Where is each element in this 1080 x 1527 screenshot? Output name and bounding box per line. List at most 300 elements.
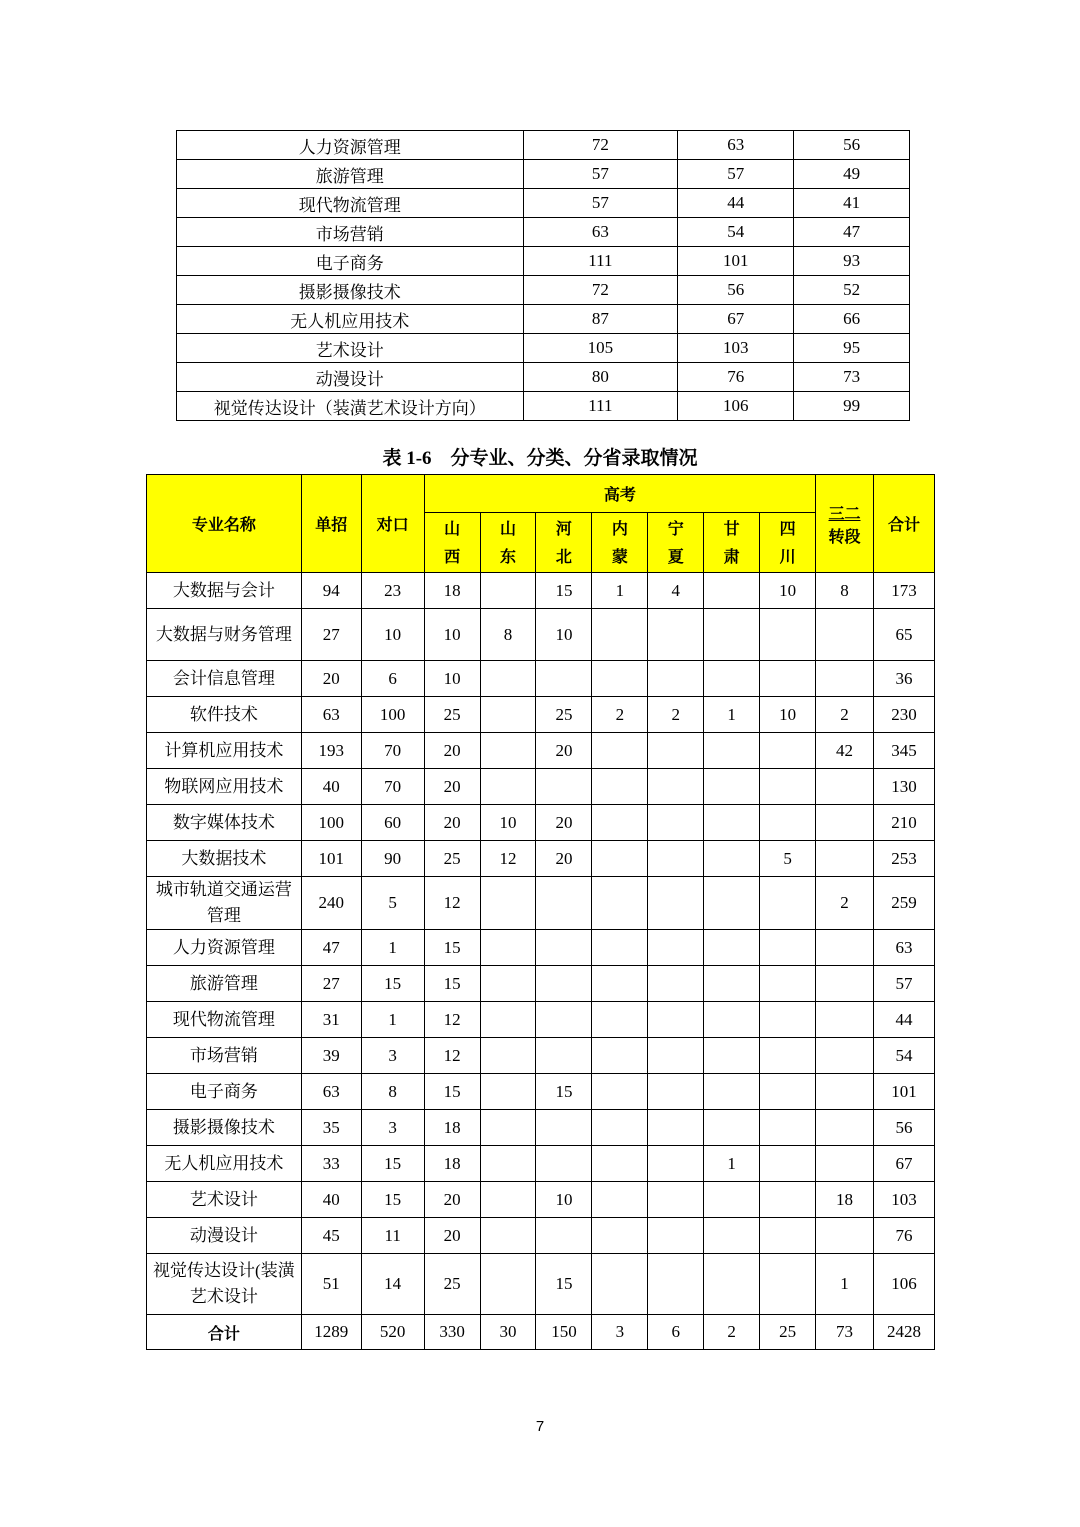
row-value-cell: 1 <box>361 930 424 966</box>
top-table-row <box>177 334 910 363</box>
row-value-cell <box>816 966 874 1002</box>
row-value-cell: 25 <box>536 697 592 733</box>
table-row <box>147 1182 935 1218</box>
total-value-cell: 1289 <box>301 1315 361 1350</box>
row-value-cell: 51 <box>301 1254 361 1315</box>
row-value-cell: 20 <box>424 769 480 805</box>
row-value-cell: 240 <box>301 877 361 930</box>
row-value-cell <box>760 930 816 966</box>
row-value-cell <box>704 1182 760 1218</box>
row-value-cell: 76 <box>873 1218 934 1254</box>
top-table-row <box>177 305 910 334</box>
row-value-cell: 15 <box>424 930 480 966</box>
table-caption: 表 1-6 分专业、分类、分省录取情况 <box>382 448 698 469</box>
row-value-cell: 101 <box>873 1074 934 1110</box>
row-value-cell: 1 <box>361 1002 424 1038</box>
top-table-value-cell: 66 <box>794 305 910 334</box>
row-value-cell <box>704 841 760 877</box>
row-value-cell: 101 <box>301 841 361 877</box>
top-table-value-cell: 56 <box>678 276 794 305</box>
header-province <box>648 513 704 573</box>
row-value-cell <box>592 1038 648 1074</box>
row-value-cell <box>536 1110 592 1146</box>
row-value-cell: 10 <box>424 661 480 697</box>
row-major-name: 电子商务 <box>147 1074 302 1110</box>
row-value-cell <box>816 1002 874 1038</box>
header-transfer-top: 三二 <box>828 503 861 523</box>
top-table-name-cell: 视觉传达设计（装潢艺术设计方向） <box>177 392 524 421</box>
row-value-cell <box>760 966 816 1002</box>
row-value-cell: 1 <box>704 697 760 733</box>
row-value-cell <box>704 805 760 841</box>
top-table-value-cell: 99 <box>794 392 910 421</box>
row-value-cell: 345 <box>873 733 934 769</box>
row-value-cell <box>480 769 536 805</box>
row-value-cell <box>704 1254 760 1315</box>
row-value-cell: 210 <box>873 805 934 841</box>
row-value-cell <box>704 573 760 609</box>
row-value-cell <box>816 841 874 877</box>
row-major-name: 会计信息管理 <box>147 661 302 697</box>
row-value-cell <box>480 966 536 1002</box>
header-transfer <box>816 475 874 573</box>
top-table-value-cell: 54 <box>678 218 794 247</box>
row-value-cell <box>592 769 648 805</box>
top-table-value-cell: 47 <box>794 218 910 247</box>
total-value-cell: 30 <box>480 1315 536 1350</box>
row-value-cell: 27 <box>301 966 361 1002</box>
top-table-value-cell: 93 <box>794 247 910 276</box>
top-table-value-cell: 111 <box>523 247 678 276</box>
row-value-cell: 63 <box>301 697 361 733</box>
row-value-cell: 12 <box>424 877 480 930</box>
row-value-cell <box>592 805 648 841</box>
row-value-cell: 90 <box>361 841 424 877</box>
top-table-value-cell: 72 <box>523 276 678 305</box>
row-value-cell: 15 <box>424 1074 480 1110</box>
table-row <box>147 769 935 805</box>
row-value-cell: 18 <box>424 1110 480 1146</box>
row-value-cell: 25 <box>424 841 480 877</box>
row-value-cell <box>480 697 536 733</box>
row-value-cell: 23 <box>361 573 424 609</box>
row-value-cell: 5 <box>760 841 816 877</box>
total-value-cell: 330 <box>424 1315 480 1350</box>
row-value-cell <box>648 805 704 841</box>
row-value-cell <box>648 1038 704 1074</box>
row-value-cell: 39 <box>301 1038 361 1074</box>
row-value-cell <box>480 661 536 697</box>
row-value-cell: 10 <box>760 697 816 733</box>
row-value-cell: 1 <box>704 1146 760 1182</box>
row-value-cell <box>648 930 704 966</box>
row-value-cell: 54 <box>873 1038 934 1074</box>
row-value-cell <box>648 1110 704 1146</box>
row-value-cell <box>760 1002 816 1038</box>
row-value-cell <box>648 1218 704 1254</box>
row-value-cell <box>536 661 592 697</box>
row-value-cell: 63 <box>301 1074 361 1110</box>
row-value-cell <box>480 733 536 769</box>
admission-table <box>146 474 935 1350</box>
row-value-cell <box>592 609 648 661</box>
table-header <box>147 475 935 573</box>
row-value-cell: 20 <box>301 661 361 697</box>
table-row <box>147 1038 935 1074</box>
header-province-bottom: 川 <box>779 546 796 566</box>
row-major-name: 现代物流管理 <box>147 1002 302 1038</box>
row-value-cell <box>648 661 704 697</box>
row-value-cell: 259 <box>873 877 934 930</box>
top-table-value-cell: 57 <box>678 160 794 189</box>
row-value-cell: 4 <box>648 573 704 609</box>
row-value-cell: 253 <box>873 841 934 877</box>
header-province-bottom: 西 <box>444 546 461 566</box>
top-table-value-cell: 103 <box>678 334 794 363</box>
total-value-cell: 6 <box>648 1315 704 1350</box>
row-value-cell: 33 <box>301 1146 361 1182</box>
row-value-cell <box>704 609 760 661</box>
header-province-bottom: 北 <box>555 546 572 566</box>
row-value-cell <box>816 769 874 805</box>
row-value-cell: 10 <box>424 609 480 661</box>
row-value-cell <box>536 930 592 966</box>
top-table-value-cell: 49 <box>794 160 910 189</box>
table-body <box>147 573 935 1350</box>
top-table-value-cell: 106 <box>678 392 794 421</box>
row-value-cell <box>648 609 704 661</box>
row-value-cell <box>816 1110 874 1146</box>
row-value-cell <box>648 769 704 805</box>
row-value-cell <box>816 930 874 966</box>
row-value-cell <box>816 1074 874 1110</box>
top-table-name-cell: 动漫设计 <box>177 363 524 392</box>
row-value-cell <box>480 1038 536 1074</box>
row-value-cell <box>536 769 592 805</box>
row-value-cell <box>648 1254 704 1315</box>
row-value-cell: 6 <box>361 661 424 697</box>
top-table-value-cell: 52 <box>794 276 910 305</box>
row-major-name: 大数据技术 <box>147 841 302 877</box>
row-value-cell <box>760 1182 816 1218</box>
row-value-cell <box>536 1038 592 1074</box>
header-province-bottom: 东 <box>500 546 517 566</box>
row-value-cell: 12 <box>424 1038 480 1074</box>
page-number: 7 <box>535 1418 545 1435</box>
top-table-value-cell: 105 <box>523 334 678 363</box>
table-row <box>147 805 935 841</box>
row-value-cell <box>704 1074 760 1110</box>
row-value-cell: 15 <box>361 1146 424 1182</box>
row-value-cell <box>536 877 592 930</box>
row-value-cell <box>760 733 816 769</box>
row-value-cell: 15 <box>536 1254 592 1315</box>
row-value-cell: 15 <box>536 573 592 609</box>
header-province-bottom: 夏 <box>667 546 684 566</box>
row-major-name: 物联网应用技术 <box>147 769 302 805</box>
total-value-cell: 2428 <box>873 1315 934 1350</box>
row-value-cell: 173 <box>873 573 934 609</box>
row-value-cell: 25 <box>424 1254 480 1315</box>
top-table-name-cell: 摄影摄像技术 <box>177 276 524 305</box>
row-value-cell <box>816 1218 874 1254</box>
top-table-row <box>177 160 910 189</box>
total-value-cell: 2 <box>704 1315 760 1350</box>
row-value-cell <box>760 805 816 841</box>
row-value-cell <box>704 733 760 769</box>
row-value-cell: 14 <box>361 1254 424 1315</box>
row-value-cell: 10 <box>536 1182 592 1218</box>
row-value-cell <box>592 877 648 930</box>
row-major-name: 大数据与会计 <box>147 573 302 609</box>
row-value-cell: 230 <box>873 697 934 733</box>
top-table-value-cell: 57 <box>523 160 678 189</box>
row-value-cell: 1 <box>816 1254 874 1315</box>
row-value-cell: 70 <box>361 769 424 805</box>
top-table-row <box>177 276 910 305</box>
row-value-cell <box>592 1110 648 1146</box>
header-province <box>760 513 816 573</box>
header-major: 专业名称 <box>147 475 302 573</box>
row-value-cell: 3 <box>361 1110 424 1146</box>
row-value-cell <box>760 609 816 661</box>
row-value-cell <box>648 733 704 769</box>
row-value-cell <box>704 966 760 1002</box>
row-value-cell: 42 <box>816 733 874 769</box>
top-table-value-cell: 95 <box>794 334 910 363</box>
top-table-value-cell: 76 <box>678 363 794 392</box>
top-table-name-cell: 艺术设计 <box>177 334 524 363</box>
row-value-cell: 40 <box>301 769 361 805</box>
header-province-bottom: 肃 <box>723 546 740 566</box>
row-value-cell: 47 <box>301 930 361 966</box>
row-value-cell <box>704 930 760 966</box>
row-value-cell: 8 <box>480 609 536 661</box>
total-row <box>147 1315 935 1350</box>
header-province <box>704 513 760 573</box>
row-major-name: 软件技术 <box>147 697 302 733</box>
top-table-body <box>177 131 910 421</box>
row-value-cell <box>592 733 648 769</box>
top-table-value-cell: 87 <box>523 305 678 334</box>
row-value-cell: 1 <box>592 573 648 609</box>
row-value-cell <box>760 1146 816 1182</box>
row-major-name: 市场营销 <box>147 1038 302 1074</box>
top-table-row <box>177 363 910 392</box>
table-row <box>147 733 935 769</box>
row-value-cell <box>816 805 874 841</box>
table-row <box>147 841 935 877</box>
table-row <box>147 1002 935 1038</box>
row-value-cell <box>480 1218 536 1254</box>
row-value-cell: 106 <box>873 1254 934 1315</box>
row-value-cell <box>536 1218 592 1254</box>
table-row <box>147 573 935 609</box>
row-value-cell: 20 <box>424 805 480 841</box>
row-value-cell: 45 <box>301 1218 361 1254</box>
total-value-cell: 150 <box>536 1315 592 1350</box>
top-table-value-cell: 67 <box>678 305 794 334</box>
header-single: 单招 <box>301 475 361 573</box>
table-row <box>147 661 935 697</box>
row-value-cell: 44 <box>873 1002 934 1038</box>
row-value-cell <box>760 877 816 930</box>
row-value-cell <box>648 1002 704 1038</box>
row-value-cell <box>592 1002 648 1038</box>
row-value-cell <box>480 1254 536 1315</box>
row-value-cell <box>704 1110 760 1146</box>
row-major-name: 人力资源管理 <box>147 930 302 966</box>
top-table-value-cell: 111 <box>523 392 678 421</box>
top-table-row <box>177 392 910 421</box>
table-row <box>147 1146 935 1182</box>
table-row <box>147 697 935 733</box>
row-value-cell: 10 <box>361 609 424 661</box>
row-value-cell: 100 <box>361 697 424 733</box>
total-value-cell: 73 <box>816 1315 874 1350</box>
top-table-name-cell: 电子商务 <box>177 247 524 276</box>
row-value-cell <box>592 841 648 877</box>
row-value-cell <box>760 1218 816 1254</box>
row-value-cell <box>480 1002 536 1038</box>
row-value-cell <box>816 609 874 661</box>
header-province-top: 山 <box>500 518 517 538</box>
row-major-name: 旅游管理 <box>147 966 302 1002</box>
row-value-cell <box>704 661 760 697</box>
row-value-cell <box>760 1038 816 1074</box>
row-value-cell: 27 <box>301 609 361 661</box>
top-table-value-cell: 44 <box>678 189 794 218</box>
row-value-cell: 2 <box>648 697 704 733</box>
row-value-cell <box>480 1182 536 1218</box>
row-value-cell <box>480 1146 536 1182</box>
header-province-top: 河 <box>555 518 572 538</box>
row-value-cell: 35 <box>301 1110 361 1146</box>
row-value-cell <box>480 1074 536 1110</box>
row-value-cell: 18 <box>424 573 480 609</box>
row-value-cell: 3 <box>361 1038 424 1074</box>
row-value-cell: 100 <box>301 805 361 841</box>
row-value-cell: 20 <box>424 1182 480 1218</box>
row-value-cell <box>816 1038 874 1074</box>
top-table-value-cell: 101 <box>678 247 794 276</box>
row-value-cell <box>480 877 536 930</box>
top-table-name-cell: 市场营销 <box>177 218 524 247</box>
table-row <box>147 877 935 930</box>
total-value-cell: 3 <box>592 1315 648 1350</box>
row-major-name: 无人机应用技术 <box>147 1146 302 1182</box>
row-value-cell <box>536 1002 592 1038</box>
row-value-cell <box>480 930 536 966</box>
header-province <box>592 513 648 573</box>
row-value-cell <box>480 1110 536 1146</box>
row-value-cell: 10 <box>760 573 816 609</box>
row-value-cell: 20 <box>424 733 480 769</box>
row-value-cell <box>760 1110 816 1146</box>
total-label: 合计 <box>147 1315 302 1350</box>
header-province-top: 甘 <box>723 518 740 538</box>
row-value-cell: 56 <box>873 1110 934 1146</box>
row-value-cell: 5 <box>361 877 424 930</box>
row-value-cell <box>816 661 874 697</box>
header-province-bottom: 蒙 <box>611 546 628 566</box>
table-row <box>147 609 935 661</box>
row-major-name: 数字媒体技术 <box>147 805 302 841</box>
row-major-name: 摄影摄像技术 <box>147 1110 302 1146</box>
row-major-name: 计算机应用技术 <box>147 733 302 769</box>
row-value-cell: 94 <box>301 573 361 609</box>
row-value-cell <box>648 841 704 877</box>
row-value-cell <box>592 930 648 966</box>
row-value-cell <box>760 1074 816 1110</box>
total-value-cell: 520 <box>361 1315 424 1350</box>
top-table-row <box>177 247 910 276</box>
row-major-name: 动漫设计 <box>147 1218 302 1254</box>
row-value-cell: 15 <box>424 966 480 1002</box>
top-table-value-cell: 73 <box>794 363 910 392</box>
top-table-name-cell: 无人机应用技术 <box>177 305 524 334</box>
row-value-cell <box>760 661 816 697</box>
header-province <box>424 513 480 573</box>
header-province-top: 四 <box>779 518 796 538</box>
header-province-top: 山 <box>444 518 461 538</box>
header-total: 合计 <box>873 475 934 573</box>
row-value-cell: 8 <box>816 573 874 609</box>
row-value-cell <box>592 1182 648 1218</box>
top-table-value-cell: 41 <box>794 189 910 218</box>
row-value-cell <box>760 769 816 805</box>
row-value-cell <box>592 1074 648 1110</box>
row-value-cell: 103 <box>873 1182 934 1218</box>
table-row <box>147 930 935 966</box>
top-table-name-cell: 人力资源管理 <box>177 131 524 160</box>
top-table-value-cell: 80 <box>523 363 678 392</box>
row-value-cell: 15 <box>361 966 424 1002</box>
row-value-cell <box>648 1182 704 1218</box>
row-value-cell: 193 <box>301 733 361 769</box>
top-table-value-cell: 72 <box>523 131 678 160</box>
row-value-cell: 10 <box>536 609 592 661</box>
table-row <box>147 966 935 1002</box>
row-value-cell <box>592 966 648 1002</box>
row-value-cell <box>592 1218 648 1254</box>
row-value-cell: 15 <box>361 1182 424 1218</box>
table-row <box>147 1110 935 1146</box>
row-value-cell: 36 <box>873 661 934 697</box>
row-value-cell <box>704 1218 760 1254</box>
top-table-row <box>177 218 910 247</box>
row-value-cell <box>816 1146 874 1182</box>
header-counterpart: 对口 <box>361 475 424 573</box>
row-value-cell <box>536 1146 592 1182</box>
row-value-cell: 63 <box>873 930 934 966</box>
row-value-cell: 40 <box>301 1182 361 1218</box>
row-value-cell <box>480 573 536 609</box>
total-value-cell: 25 <box>760 1315 816 1350</box>
row-value-cell <box>648 877 704 930</box>
top-table-value-cell: 56 <box>794 131 910 160</box>
row-value-cell <box>592 1146 648 1182</box>
header-province <box>536 513 592 573</box>
row-major-name: 艺术设计 <box>147 1182 302 1218</box>
row-value-cell: 2 <box>816 697 874 733</box>
header-province-top: 宁 <box>667 518 684 538</box>
row-value-cell: 12 <box>424 1002 480 1038</box>
row-value-cell <box>760 1254 816 1315</box>
row-value-cell: 20 <box>536 805 592 841</box>
top-table <box>176 130 910 421</box>
row-value-cell <box>648 966 704 1002</box>
